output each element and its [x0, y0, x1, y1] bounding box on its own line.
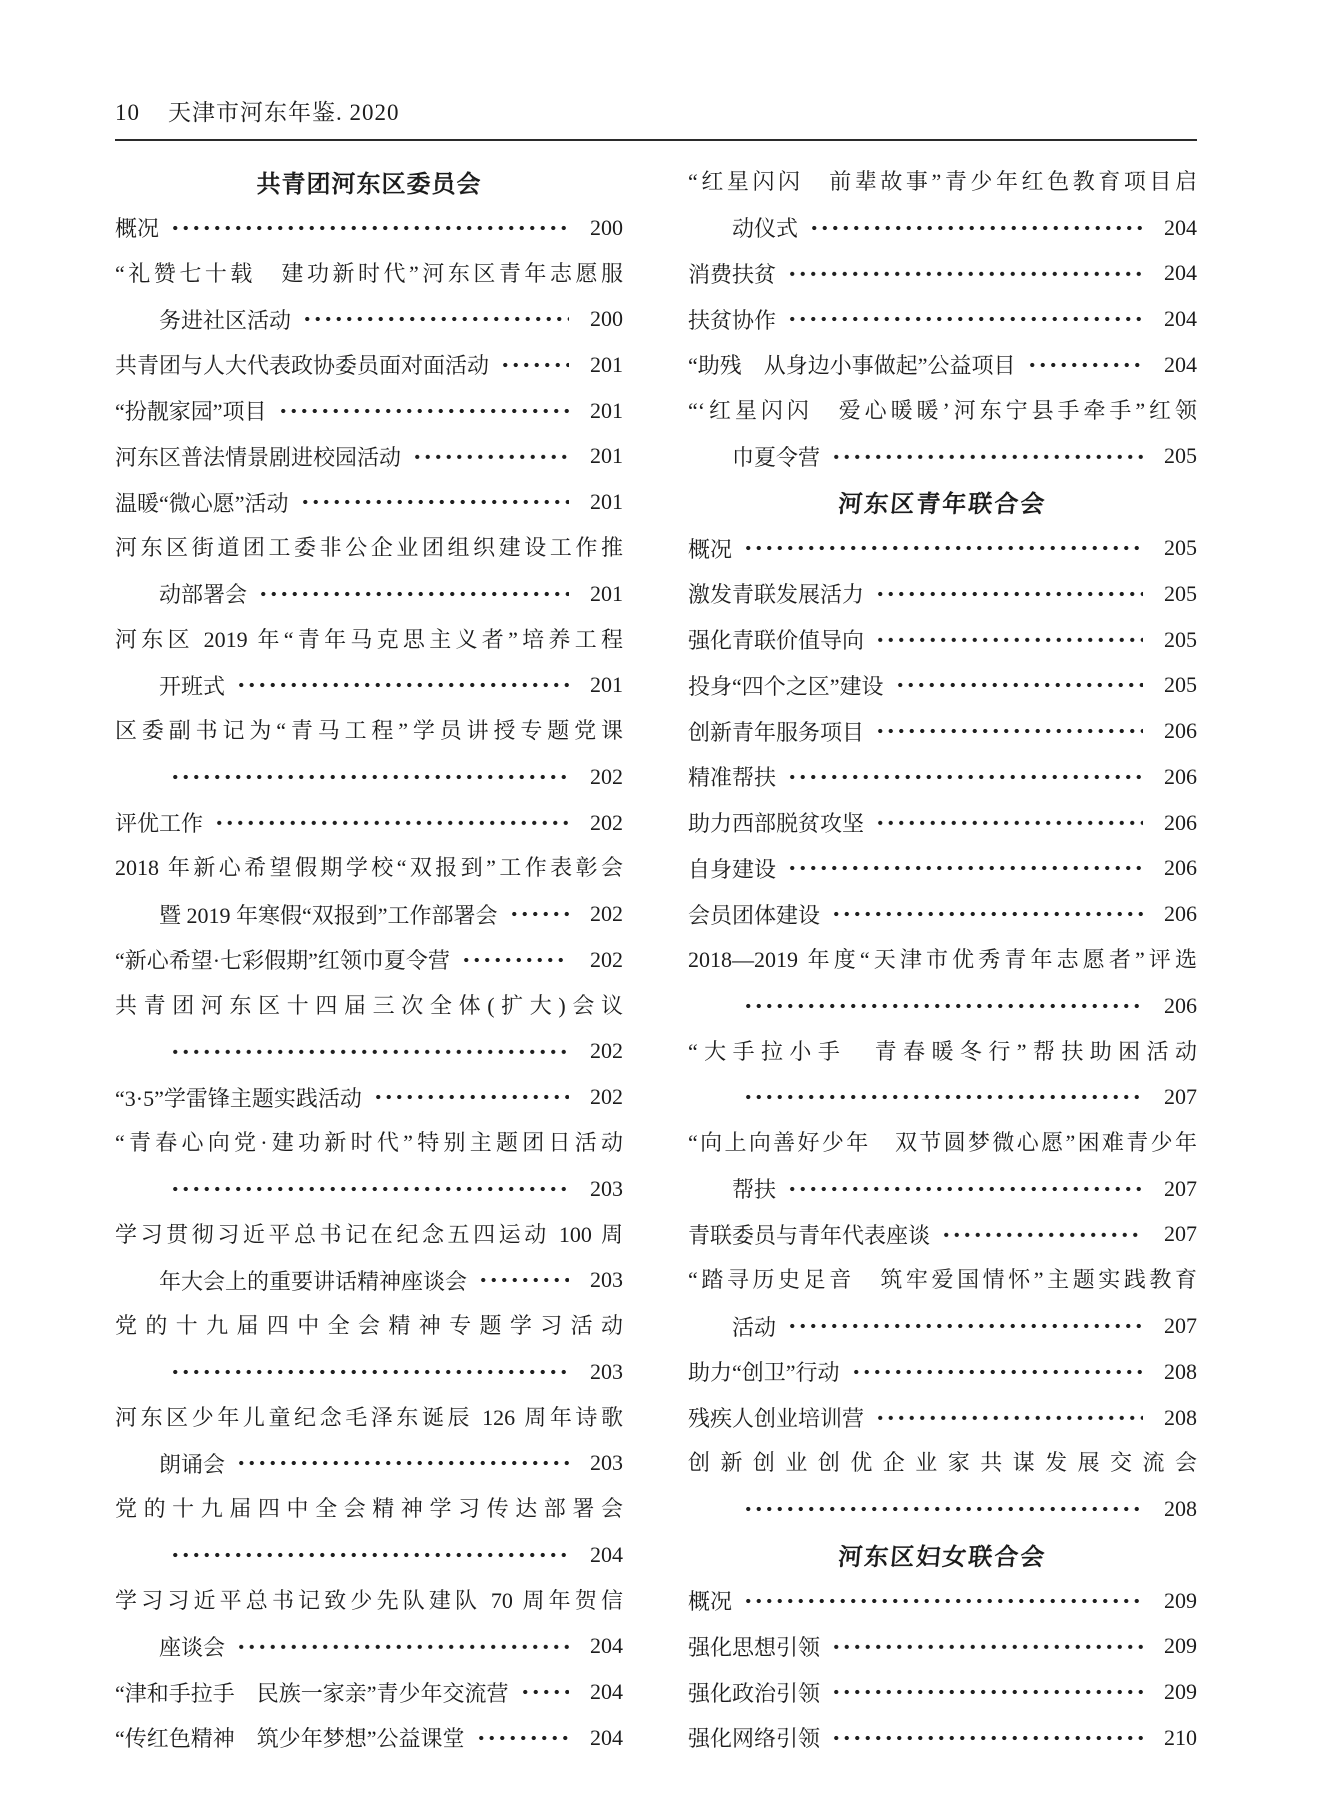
dotted-leader [828, 891, 1143, 937]
dotted-leader [497, 342, 569, 388]
toc-entry-title: 党的十九届四中全会精神学习传达部署会 [115, 1496, 623, 1522]
toc-entry [688, 1715, 1197, 1761]
page-ref: 210 [1164, 1724, 1197, 1750]
dotted-leader [872, 800, 1143, 846]
dotted-leader [740, 1578, 1143, 1624]
toc-entry [115, 342, 623, 388]
toc-entry [115, 205, 623, 251]
toc-entry-title: “大手拉小手 青春暖冬行”帮扶助困活动 [688, 1038, 1197, 1064]
page-ref: 202 [590, 1084, 623, 1110]
dotted-leader [740, 525, 1143, 571]
page-ref: 206 [1164, 763, 1197, 789]
toc-entry-title: 年大会上的重要讲话精神座谈会 [159, 1268, 468, 1294]
toc-entry-line [115, 1532, 623, 1578]
toc-entry-title: 消费扶贫 [688, 261, 777, 287]
page-ref: 205 [1164, 626, 1197, 652]
page-ref: 209 [1164, 1679, 1197, 1705]
toc-entry [688, 708, 1197, 754]
toc-entry [688, 662, 1197, 708]
toc-entry [115, 937, 623, 983]
toc-entry-title: 共青团与人大代表政协委员面对面活动 [115, 353, 490, 379]
section-heading: 河东区青年联合会 [837, 492, 1048, 519]
page-ref: 206 [1164, 901, 1197, 927]
toc-entry-line [688, 1395, 1197, 1441]
toc-entry-line [688, 1578, 1197, 1624]
dotted-leader [297, 479, 569, 525]
toc-entry-title: “踏寻历史足音 筑牢爱国情怀”主题实践教育 [688, 1267, 1197, 1293]
page-ref: 203 [590, 1358, 623, 1384]
toc-entry-line [115, 388, 623, 434]
dotted-leader [828, 1669, 1143, 1715]
page-ref: 202 [590, 763, 623, 789]
toc-entry-title: 扶贫协作 [688, 307, 777, 333]
page-ref: 204 [1164, 306, 1197, 332]
toc-entry-title: “津和手拉手 民族一家亲”青少年交流营 [115, 1680, 509, 1706]
page-ref: 206 [1164, 718, 1197, 744]
toc-entry-line [115, 754, 623, 800]
dotted-leader [784, 1166, 1143, 1212]
toc-entry-title: 残疾人创业培训营 [688, 1406, 865, 1432]
dotted-leader [828, 434, 1143, 480]
toc-entry-line [688, 662, 1197, 708]
toc-entry-line [688, 754, 1197, 800]
dotted-leader [255, 571, 569, 617]
toc-entry [115, 708, 623, 800]
toc-entry-title: 创新青年服务项目 [688, 719, 865, 745]
toc-entry-title: 概况 [115, 216, 160, 242]
toc-entry-title: 会员团体建设 [688, 902, 821, 928]
toc-entry-title: 动部署会 [159, 582, 248, 608]
toc-entry [115, 1303, 623, 1395]
toc-entry-title: 座谈会 [159, 1634, 226, 1660]
page-ref: 207 [1164, 1175, 1197, 1201]
page-ref: 203 [590, 1450, 623, 1476]
dotted-leader [167, 205, 569, 251]
toc-entry-line [688, 617, 1197, 663]
toc-entry [688, 1212, 1197, 1258]
page-ref: 208 [1164, 1358, 1197, 1384]
page-ref: 209 [1164, 1633, 1197, 1659]
page-ref: 201 [590, 489, 623, 515]
toc-right-column [688, 159, 1197, 1761]
toc-entry-line [115, 662, 623, 708]
toc-entry [115, 251, 623, 343]
toc-entry-line [688, 1303, 1197, 1349]
page-ref: 206 [1164, 809, 1197, 835]
toc-entry-title: 活动 [732, 1314, 777, 1340]
toc-entry [115, 434, 623, 480]
toc-entry [115, 845, 623, 937]
toc-entry [115, 1120, 623, 1212]
toc-entry-line [115, 571, 623, 617]
book-title: 天津市河东年鉴. 2020 [168, 100, 400, 125]
toc-entry-title: 党的十九届四中全会精神专题学习活动 [115, 1313, 623, 1339]
dotted-leader [458, 937, 569, 983]
toc-entry [688, 1624, 1197, 1670]
toc-entry-line [115, 296, 623, 342]
toc-entry [115, 388, 623, 434]
toc-entry-title: “助残 从身边小事做起”公益项目 [688, 353, 1016, 379]
toc-entry [688, 937, 1197, 1029]
dotted-leader [167, 1532, 569, 1578]
toc-entry-title: 河东区 2019 年“青年马克思主义者”培养工程 [115, 626, 623, 652]
dotted-leader [784, 251, 1143, 297]
toc-entry-title: “‘红星闪闪 爱心暖暖’河东宁县手牵手”红领 [688, 397, 1197, 423]
dotted-leader [473, 1715, 569, 1761]
toc-entry-title: 务进社区活动 [159, 307, 292, 333]
dotted-leader [784, 845, 1143, 891]
toc-entry-title: 强化政治引领 [688, 1680, 821, 1706]
dotted-leader [784, 754, 1143, 800]
toc-entry-title: 共青团河东区十四届三次全体(扩大)会议 [115, 992, 623, 1018]
toc-entry [688, 296, 1197, 342]
toc-entry-title: 强化青联价值导向 [688, 628, 865, 654]
toc-entry-title: 概况 [688, 1589, 733, 1615]
dotted-leader [740, 1074, 1143, 1120]
page-ref: 205 [1164, 672, 1197, 698]
toc-entry-line [688, 1349, 1197, 1395]
toc-entry-line [688, 708, 1197, 754]
dotted-leader [370, 1074, 569, 1120]
page-ref: 201 [590, 672, 623, 698]
toc-entry-title: 朗诵会 [159, 1451, 226, 1477]
toc-entry-line [688, 845, 1197, 891]
toc-entry [688, 251, 1197, 297]
toc-entry-line [688, 525, 1197, 571]
toc-entry [688, 800, 1197, 846]
toc-entry-title: 巾夏令营 [732, 444, 821, 470]
page-ref: 204 [1164, 351, 1197, 377]
page-ref: 201 [590, 351, 623, 377]
dotted-leader [872, 617, 1143, 663]
dotted-leader [1024, 342, 1143, 388]
dotted-leader [409, 434, 569, 480]
dotted-leader [740, 983, 1143, 1029]
dotted-leader [275, 388, 569, 434]
page-ref: 204 [590, 1679, 623, 1705]
page-ref: 201 [590, 443, 623, 469]
dotted-leader [506, 891, 569, 937]
toc-entry-line [688, 1486, 1197, 1532]
toc-entry [115, 1395, 623, 1487]
dotted-leader [299, 296, 569, 342]
toc-entry-title: 温暖“微心愿”活动 [115, 490, 289, 516]
toc-entry [688, 159, 1197, 251]
dotted-leader [872, 708, 1143, 754]
page-ref: 201 [590, 580, 623, 606]
dotted-leader [848, 1349, 1143, 1395]
toc-entry [688, 1029, 1197, 1121]
dotted-leader [828, 1624, 1143, 1670]
toc-entry-line [115, 342, 623, 388]
page-ref: 202 [590, 1038, 623, 1064]
toc-entry [688, 1440, 1197, 1532]
page-ref: 208 [1164, 1404, 1197, 1430]
toc-entry-title: 帮扶 [732, 1177, 777, 1203]
toc-entry-title: “向上向善好少年 双节圆梦微心愿”困难青少年 [688, 1130, 1197, 1156]
toc-entry-title: “新心希望·七彩假期”红领巾夏令营 [115, 948, 450, 974]
page-ref: 200 [590, 214, 623, 240]
dotted-leader [806, 205, 1143, 251]
toc-entry-title: 强化网络引领 [688, 1726, 821, 1752]
toc-entry [688, 617, 1197, 663]
toc-entry-line [688, 434, 1197, 480]
toc-entry-title: 开班式 [159, 673, 226, 699]
dotted-leader [211, 800, 569, 846]
dotted-leader [872, 1395, 1143, 1441]
toc-entry-line [115, 1669, 623, 1715]
toc-entry-title: “扮靓家园”项目 [115, 399, 267, 425]
toc-entry-line [115, 1166, 623, 1212]
dotted-leader [784, 296, 1143, 342]
page-ref: 206 [1164, 992, 1197, 1018]
toc-entry [115, 1578, 623, 1670]
toc-entry [688, 845, 1197, 891]
page-ref: 207 [1164, 1313, 1197, 1339]
toc-entry-title: 助力“创卫”行动 [688, 1360, 840, 1386]
toc-entry-line [688, 891, 1197, 937]
toc-entry [115, 1486, 623, 1578]
page-ref: 208 [1164, 1496, 1197, 1522]
toc-entry [115, 525, 623, 617]
toc-entry-title: 助力西部脱贫攻坚 [688, 811, 865, 837]
page-ref: 204 [590, 1633, 623, 1659]
toc-entry-line [115, 937, 623, 983]
toc-entry-title: 学习贯彻习近平总书记在纪念五四运动 100 周 [115, 1221, 623, 1247]
toc-entry [688, 1669, 1197, 1715]
toc-entry-line [115, 891, 623, 937]
toc-entry [115, 800, 623, 846]
dotted-leader [892, 662, 1143, 708]
toc-entry-title: 河东区普法情景剧进校园活动 [115, 444, 402, 470]
toc-entry-title: 投身“四个之区”建设 [688, 673, 884, 699]
toc-entry-title: 2018 年新心希望假期学校“双报到”工作表彰会 [115, 855, 623, 881]
page-ref: 205 [1164, 580, 1197, 606]
toc-entry [688, 342, 1197, 388]
toc-entry-line [115, 800, 623, 846]
toc-entry-title: 精准帮扶 [688, 765, 777, 791]
dotted-leader [740, 1486, 1143, 1532]
toc-entry [688, 1257, 1197, 1349]
toc-entry-title: 河东区街道团工委非公企业团组织建设工作推 [115, 535, 623, 561]
toc-entry-line [688, 1669, 1197, 1715]
toc-entry [688, 571, 1197, 617]
toc-entry-title: “青春心向党·建功新时代”特别主题团日活动 [115, 1130, 623, 1156]
toc-entry-line [688, 983, 1197, 1029]
toc-entry-line [688, 571, 1197, 617]
page-ref: 204 [590, 1724, 623, 1750]
toc-entry-title: “红星闪闪 前辈故事”青少年红色教育项目启 [688, 169, 1197, 194]
toc-columns [115, 159, 1197, 1761]
toc-entry-line [688, 800, 1197, 846]
toc-entry [688, 1120, 1197, 1212]
page-ref: 201 [590, 397, 623, 423]
toc-entry-title: 强化思想引领 [688, 1634, 821, 1660]
toc-entry-title: 激发青联发展活力 [688, 582, 865, 608]
dotted-leader [517, 1669, 569, 1715]
toc-entry-title: 概况 [688, 536, 733, 562]
toc-entry [115, 479, 623, 525]
dotted-leader [475, 1257, 569, 1303]
toc-entry [688, 388, 1197, 480]
page-ref: 205 [1164, 443, 1197, 469]
dotted-leader [828, 1715, 1143, 1761]
toc-entry-line [688, 1166, 1197, 1212]
toc-entry [115, 617, 623, 709]
toc-entry-line [115, 205, 623, 251]
page-ref: 202 [590, 946, 623, 972]
toc-entry-line [688, 1624, 1197, 1670]
toc-entry-title: “礼赞七十载 建功新时代”河东区青年志愿服 [115, 260, 623, 286]
toc-entry-line [115, 1349, 623, 1395]
page-ref: 204 [1164, 214, 1197, 240]
page-ref: 205 [1164, 535, 1197, 560]
toc-entry [115, 983, 623, 1075]
dotted-leader [233, 662, 569, 708]
page-ref: 203 [590, 1267, 623, 1293]
toc-entry-title: 区委副书记为“青马工程”学员讲授专题党课 [115, 718, 623, 744]
toc-entry-line [688, 342, 1197, 388]
dotted-leader [167, 1349, 569, 1395]
page-ref: 207 [1164, 1084, 1197, 1110]
toc-entry [688, 1578, 1197, 1624]
dotted-leader [938, 1212, 1143, 1258]
toc-entry-title: 评优工作 [115, 811, 204, 837]
page-header [115, 0, 1197, 141]
toc-entry [688, 525, 1197, 571]
toc-entry-title: 2018—2019 年度“天津市优秀青年志愿者”评选 [688, 947, 1197, 973]
toc-entry-line [115, 1715, 623, 1761]
toc-entry-title: 学习习近平总书记致少先队建队 70 周年贺信 [115, 1587, 623, 1613]
toc-entry-line [688, 1715, 1197, 1761]
page-ref: 200 [590, 306, 623, 332]
page-ref: 202 [590, 901, 623, 927]
page-ref: 203 [590, 1175, 623, 1201]
section-heading: 共青团河东区委员会 [256, 171, 482, 199]
toc-left-column [115, 159, 623, 1761]
toc-entry-line [115, 434, 623, 480]
toc-entry [115, 1669, 623, 1715]
toc-entry-title: 暨 2019 年寒假“双报到”工作部署会 [159, 902, 498, 928]
dotted-leader [167, 1166, 569, 1212]
toc-entry [115, 1212, 623, 1304]
toc-entry-title: 青联委员与青年代表座谈 [688, 1222, 931, 1248]
section-heading: 河东区妇女联合会 [837, 1545, 1048, 1572]
toc-entry-title: 自身建设 [688, 856, 777, 882]
toc-entry-line [115, 1074, 623, 1120]
toc-entry-line [115, 1029, 623, 1075]
toc-entry [688, 754, 1197, 800]
dotted-leader [784, 1303, 1143, 1349]
toc-entry [115, 1074, 623, 1120]
toc-entry-line [688, 1212, 1197, 1258]
dotted-leader [233, 1624, 569, 1670]
toc-entry-line [688, 251, 1197, 297]
toc-entry-line [115, 1257, 623, 1303]
page-ref: 209 [1164, 1587, 1197, 1613]
dotted-leader [872, 571, 1143, 617]
dotted-leader [167, 1029, 569, 1075]
toc-entry-title: “3·5”学雷锋主题实践活动 [115, 1085, 362, 1111]
page-ref: 206 [1164, 855, 1197, 881]
toc-entry-line [115, 479, 623, 525]
toc-entry-title: 河东区少年儿童纪念毛泽东诞辰 126 周年诗歌 [115, 1404, 623, 1430]
toc-entry [688, 1349, 1197, 1395]
toc-entry [688, 1395, 1197, 1441]
toc-entry [688, 891, 1197, 937]
toc-entry-line [115, 1440, 623, 1486]
dotted-leader [233, 1440, 569, 1486]
toc-entry-line [115, 1624, 623, 1670]
toc-entry-title: “传红色精神 筑少年梦想”公益课堂 [115, 1726, 465, 1752]
toc-entry-line [688, 296, 1197, 342]
page-ref: 207 [1164, 1221, 1197, 1247]
page-ref: 204 [590, 1541, 623, 1567]
toc-entry [115, 1715, 623, 1761]
page-ref: 204 [1164, 260, 1197, 286]
toc-entry-line [688, 205, 1197, 251]
toc-entry-title: 创新创业创优企业家共谋发展交流会 [688, 1450, 1197, 1476]
folio-page-number: 10 [115, 100, 140, 125]
toc-entry-title: 动仪式 [732, 216, 799, 242]
dotted-leader [167, 754, 569, 800]
page-ref: 202 [590, 809, 623, 835]
toc-entry-line [688, 1074, 1197, 1120]
